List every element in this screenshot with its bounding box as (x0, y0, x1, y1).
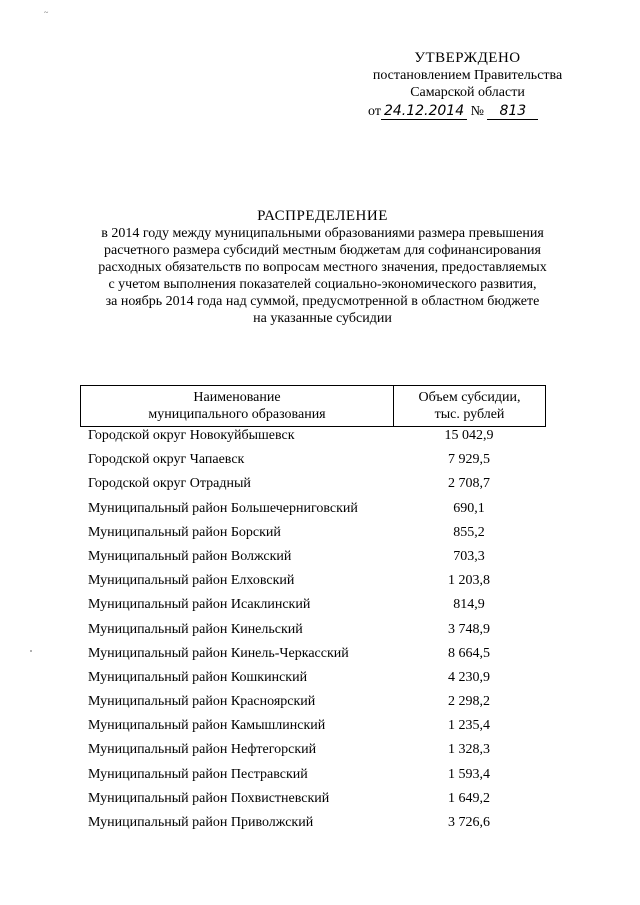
table-row (80, 791, 546, 815)
table-row (80, 694, 546, 718)
subsidy-value: 1 328,3 (448, 742, 490, 758)
subsidy-value: 4 230,9 (448, 669, 490, 685)
header-name (81, 386, 394, 426)
subsidy-value: 1 203,8 (448, 573, 490, 589)
municipality-name: Муниципальный район Большечерниговский (88, 500, 358, 516)
municipality-name: Муниципальный район Пестравский (88, 766, 308, 782)
table-row (80, 646, 546, 670)
title-line: на указанные субсидии (253, 311, 392, 326)
title-line: расходных обязательств по вопросам местного значения, предоставляемых (98, 260, 547, 275)
table-row (80, 476, 546, 500)
municipality-name: Муниципальный район Исаклинский (88, 597, 311, 613)
subsidy-value: 3 726,6 (448, 815, 490, 830)
header-name-line-2: муниципального образования (148, 407, 326, 422)
header-value-line-2: тыс. рублей (434, 407, 505, 422)
table-row (80, 501, 546, 525)
table-header (80, 385, 546, 427)
municipality-name: Городской округ Чапаевск (88, 452, 245, 468)
scan-mark: ~ (44, 8, 49, 17)
title-heading: РАСПРЕДЕЛЕНИЕ (257, 208, 388, 224)
approval-line-2: Самарской области (410, 85, 525, 100)
municipality-name: Городской округ Отрадный (88, 476, 251, 492)
table-row (80, 670, 546, 694)
subsidy-value: 814,9 (453, 597, 485, 613)
table-row (80, 622, 546, 646)
subsidy-value: 690,1 (453, 500, 485, 516)
municipality-name: Муниципальный район Борский (88, 524, 281, 540)
table-row (80, 815, 546, 839)
table-row (80, 525, 546, 549)
table-row (80, 452, 546, 476)
table-row (80, 718, 546, 742)
header-value (394, 386, 545, 426)
subsidy-value: 1 649,2 (448, 790, 490, 806)
municipality-name: Муниципальный район Кинельский (88, 621, 303, 637)
subsidy-value: 7 929,5 (448, 452, 490, 468)
table-row (80, 767, 546, 791)
municipality-name: Муниципальный район Кошкинский (88, 669, 308, 685)
municipality-name: Муниципальный район Камышлинский (88, 718, 326, 734)
municipality-name: Городской округ Новокуйбышевск (88, 428, 295, 443)
subsidy-value: 855,2 (453, 524, 485, 540)
municipality-name: Муниципальный район Красноярский (88, 694, 316, 710)
title-line: расчетного размера субсидий местным бюджетам для софинансирования (104, 243, 541, 258)
subsidy-value: 8 664,5 (448, 645, 490, 661)
number-label: № (470, 104, 484, 119)
municipality-name: Муниципальный район Волжский (88, 548, 292, 564)
subsidy-value: 703,3 (453, 548, 485, 564)
header-name-line-1: Наименование (193, 390, 281, 405)
subsidy-value: 15 042,9 (444, 428, 494, 443)
municipality-name: Муниципальный район Приволжский (88, 815, 314, 830)
title-line: в 2014 году между муниципальными образованиями размера превышения (101, 226, 544, 241)
scan-speck (30, 650, 32, 652)
table-row (80, 597, 546, 621)
subsidy-value: 1 593,4 (448, 766, 490, 782)
header-value-line-1: Объем субсидии, (418, 390, 521, 405)
municipality-name: Муниципальный район Нефтегорский (88, 742, 317, 758)
municipality-name: Муниципальный район Похвистневский (88, 790, 330, 806)
title-line: с учетом выполнения показателей социально-экономического развития, (108, 277, 537, 292)
table-row (80, 742, 546, 766)
subsidy-value: 2 298,2 (448, 694, 490, 710)
handwritten-number: 813 (487, 103, 538, 120)
subsidy-value: 3 748,9 (448, 621, 490, 637)
subsidy-value: 1 235,4 (448, 718, 490, 734)
municipality-name: Муниципальный район Елховский (88, 573, 295, 589)
approval-line-1: постановлением Правительства (372, 68, 563, 83)
approved-label: УТВЕРЖДЕНО (414, 50, 521, 66)
table-row (80, 573, 546, 597)
from-label: от (368, 104, 381, 119)
subsidy-value: 2 708,7 (448, 476, 490, 492)
document-title (60, 208, 585, 327)
approval-date-line (368, 103, 538, 120)
approval-block (340, 50, 595, 101)
table-row (80, 549, 546, 573)
table-body (80, 428, 546, 839)
handwritten-date: 24.12.2014 (381, 103, 467, 120)
title-line: за ноябрь 2014 года над суммой, предусмотренной в областном бюджете (105, 294, 540, 309)
table-row (80, 428, 546, 452)
subsidy-table (80, 385, 546, 839)
municipality-name: Муниципальный район Кинель-Черкасский (88, 645, 349, 661)
